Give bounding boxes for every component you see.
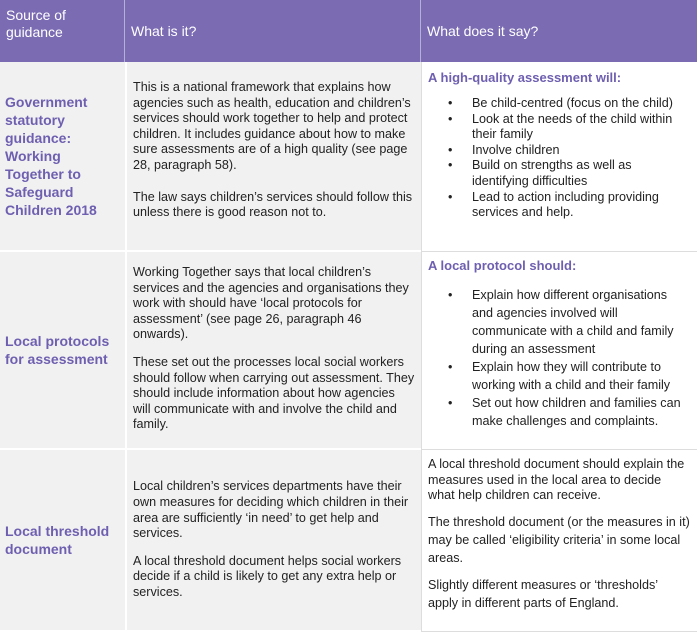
says-paragraph: Slightly different measures or ‘thresholds’ apply in different parts of England. [428, 577, 658, 610]
bullet-icon: • [448, 189, 453, 204]
what-does-it-say-cell [421, 62, 697, 252]
description-paragraph: This is a national framework that explains how agencies such as health, education and children’s services should work together to help and protect children. It includes guidance about how to make sure assessments are of a high quality (see page 28, paragraph 58). [133, 80, 411, 172]
list-item [428, 394, 691, 430]
list-item-text: Explain how they will contribute to working with a child and their family [472, 360, 671, 392]
list-item-text: Be child-centred (focus on the child) [472, 96, 673, 110]
list-item-text: Build on strengths as well as identifying difficulties [472, 158, 632, 188]
what-is-it-cell [125, 450, 421, 632]
bullet-icon: • [448, 288, 453, 302]
list-item [428, 358, 691, 394]
what-does-it-say-cell [421, 450, 697, 632]
table-row [0, 252, 697, 450]
says-paragraph: A local threshold document should explain the measures used in the local area to decide what help children can receive. [428, 457, 685, 503]
source-cell [0, 252, 125, 450]
what-is-it-cell [125, 62, 421, 252]
list-item [428, 96, 691, 112]
what-is-it-cell [125, 252, 421, 450]
list-item-text: Set out how children and families can make challenges and complaints. [472, 396, 681, 428]
source-title: Local threshold document [5, 523, 110, 557]
source-title: Government statutory guidance: Working Together to Safeguard Children 2018 [5, 94, 97, 218]
header-what-is-it: What is it? [125, 0, 421, 62]
says-heading: A high-quality assessment will: [428, 70, 622, 85]
source-cell [0, 450, 125, 632]
list-item [428, 190, 691, 221]
says-list [428, 96, 691, 221]
description-paragraph: Working Together says that local children’s services and the agencies and organisations they work with should have ‘local protocols for assessment’ (see page 26, paragraph 46 onwards). [133, 265, 409, 342]
table-row [0, 450, 697, 632]
bullet-icon: • [448, 360, 453, 374]
list-item-text: Look at the needs of the child within their family [472, 111, 673, 142]
list-item [428, 286, 691, 358]
says-paragraph: The threshold document (or the measures in it) may be called ‘eligibility criteria’ in some local areas. [428, 514, 690, 565]
says-heading: A local protocol should: [428, 258, 577, 273]
says-list [428, 286, 691, 430]
description-paragraph: A local threshold document helps social workers decide if a child is likely to get any extra help or services. [133, 553, 402, 599]
header-what-does-it-say: What does it say? [427, 22, 539, 39]
bullet-icon: • [448, 96, 453, 110]
bullet-icon: • [448, 142, 453, 157]
list-item [428, 112, 691, 143]
description-paragraph: These set out the processes local social workers should follow when carrying out assessment. They should include information about how agencies will communicate with and involve the child and family. [133, 354, 415, 432]
description-paragraph: The law says children’s services should follow this unless there is good reason not to. [133, 189, 413, 220]
list-item [428, 158, 691, 189]
bullet-icon: • [448, 396, 453, 410]
list-item-text: Involve children [472, 142, 560, 157]
list-item-text: Lead to action including providing services and help. [472, 189, 659, 220]
header-source: Source of guidance [0, 0, 125, 62]
description-paragraph: Local children’s services departments have their own measures for deciding which children in their area are sufficiently ‘in need’ to get help and services. [133, 479, 409, 541]
list-item [428, 143, 691, 159]
table-header-row [0, 0, 697, 62]
bullet-icon: • [448, 111, 453, 126]
source-title: Local protocols for assessment [5, 333, 110, 367]
what-does-it-say-cell [421, 252, 697, 450]
bullet-icon: • [448, 158, 453, 173]
source-cell [0, 62, 125, 252]
table-row [0, 62, 697, 252]
list-item-text: Explain how different organisations and agencies involved will communicate with a child and family during an assessment [472, 288, 674, 356]
